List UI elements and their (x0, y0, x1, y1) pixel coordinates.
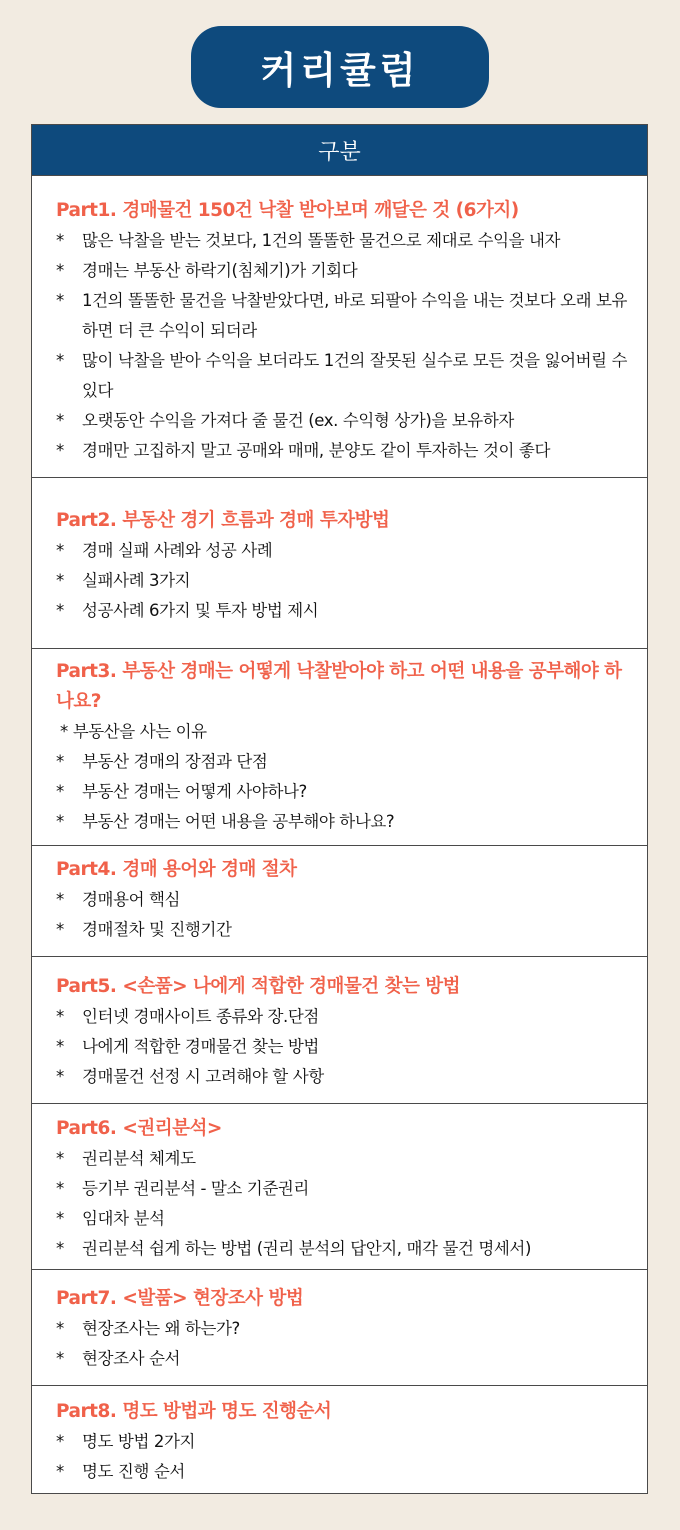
list-item: * 인터넷 경매사이트 종류와 장.단점 (56, 1007, 319, 1026)
list-item: * 명도 진행 순서 (56, 1462, 185, 1481)
list-item: * 현장조사는 왜 하는가? (56, 1319, 240, 1338)
section-part5 (32, 957, 647, 1104)
section-part4 (32, 846, 647, 957)
section-title: Part3. 부동산 경매는 어떻게 낙찰받아야 하고 어떤 내용을 공부해야 하나요? (56, 661, 622, 712)
list-item: * 많은 낙찰을 받는 것보다, 1건의 똘똘한 물건으로 제대로 수익을 내자 (56, 231, 561, 250)
section-title: Part6. <권리분석> (56, 1118, 222, 1139)
list-item: * 경매 실패 사례와 성공 사례 (56, 541, 273, 560)
curriculum-table (31, 124, 648, 1494)
list-item: * 경매절차 및 진행기간 (56, 920, 232, 939)
list-item: * 경매용어 핵심 (56, 890, 181, 909)
list-item: * 경매물건 선정 시 고려해야 할 사항 (56, 1067, 324, 1086)
list-item: * 부동산 경매는 어떻게 사야하나? (56, 782, 307, 801)
list-item: * 명도 방법 2가지 (56, 1432, 196, 1451)
list-item: * 실패사례 3가지 (56, 571, 191, 590)
list-item: * 많이 낙찰을 받아 수익을 보더라도 1건의 잘못된 실수로 모든 것을 잃어버릴 수 있다 (56, 351, 628, 400)
section-part7 (32, 1270, 647, 1386)
list-item: * 현장조사 순서 (56, 1349, 181, 1368)
section-title: Part7. <발품> 현장조사 방법 (56, 1288, 304, 1309)
curriculum-title: 커리큘럼 (191, 26, 489, 108)
list-item: * 경매만 고집하지 말고 공매와 매매, 분양도 같이 투자하는 것이 좋다 (56, 441, 551, 460)
section-part8 (32, 1386, 647, 1493)
list-item: * 1건의 똘똘한 물건을 낙찰받았다면, 바로 되팔아 수익을 내는 것보다 오래 보유하면 더 큰 수익이 되더라 (56, 291, 628, 340)
section-title: Part5. <손품> 나에게 적합한 경매물건 찾는 방법 (56, 976, 460, 997)
list-item: * 임대차 분석 (56, 1209, 165, 1228)
list-item: * 부동산 경매는 어떤 내용을 공부해야 하나요? (56, 812, 395, 831)
section-part2 (32, 478, 647, 649)
list-item: * 권리분석 쉽게 하는 방법 (권리 분석의 답안지, 매각 물건 명세서) (56, 1239, 531, 1258)
section-title: Part4. 경매 용어와 경매 절차 (56, 859, 297, 880)
list-item: * 성공사례 6가지 및 투자 방법 제시 (56, 601, 319, 620)
table-header: 구분 (32, 125, 647, 176)
section-part1 (32, 176, 647, 478)
section-title: Part2. 부동산 경기 흐름과 경매 투자방법 (56, 510, 390, 531)
list-item: * 부동산 경매의 장점과 단점 (56, 752, 268, 771)
list-item: * 나에게 적합한 경매물건 찾는 방법 (56, 1037, 319, 1056)
list-item: * 등기부 권리분석 - 말소 기준권리 (56, 1179, 309, 1198)
list-item: * 오랫동안 수익을 가져다 줄 물건 (ex. 수익형 상가)을 보유하자 (56, 411, 514, 430)
section-title: Part1. 경매물건 150건 낙찰 받아보며 깨달은 것 (6가지) (56, 200, 519, 221)
list-item: * 권리분석 체계도 (56, 1149, 196, 1168)
list-item: * 경매는 부동산 하락기(침체기)가 기회다 (56, 261, 358, 280)
section-title: Part8. 명도 방법과 명도 진행순서 (56, 1401, 332, 1422)
list-item: * 부동산을 사는 이유 (60, 722, 207, 741)
section-part3 (32, 649, 647, 846)
section-part6 (32, 1104, 647, 1270)
